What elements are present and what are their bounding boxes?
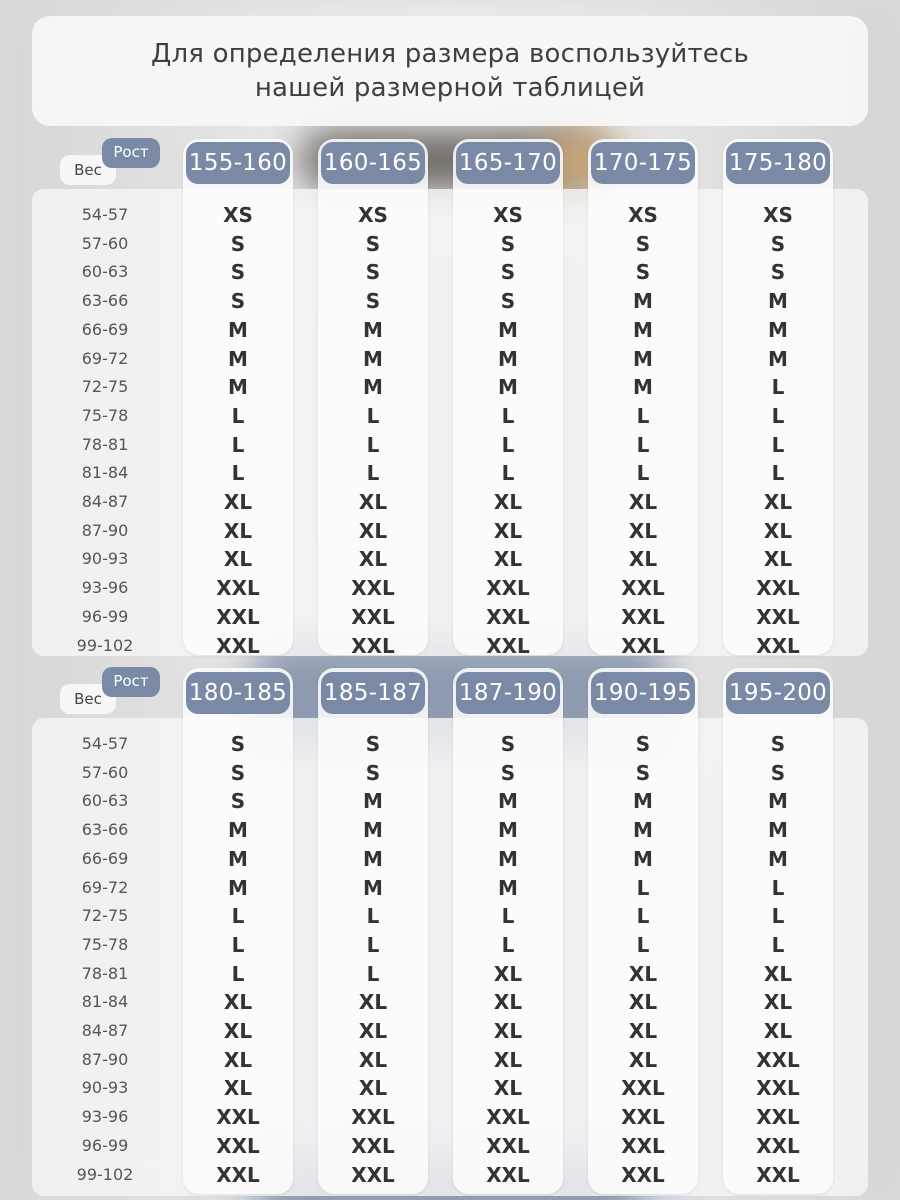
size-cell: M <box>363 789 383 814</box>
size-cell: S <box>230 789 246 814</box>
size-cell: M <box>228 875 248 900</box>
size-cell: XXL <box>621 1162 665 1187</box>
weight-range: 57-60 <box>81 762 129 782</box>
size-cell: S <box>770 760 786 785</box>
size-cell: L <box>231 904 245 929</box>
size-cell: S <box>500 760 516 785</box>
size-cell: XL <box>223 490 253 514</box>
size-cell: XXL <box>756 1162 800 1187</box>
size-cell: XXL <box>621 576 665 601</box>
size-cell: M <box>633 818 653 843</box>
size-cell: M <box>228 375 248 400</box>
size-cell: S <box>365 289 381 314</box>
weight-label: Вес <box>60 155 116 185</box>
weight-range: 87-90 <box>81 1049 129 1069</box>
size-cell: S <box>770 231 786 256</box>
size-cell: M <box>363 317 383 342</box>
size-cell: XL <box>763 518 793 543</box>
size-cell: XL <box>223 1047 253 1072</box>
size-cell: XL <box>358 1047 388 1072</box>
size-cell: S <box>500 231 516 256</box>
size-cell: L <box>636 461 650 486</box>
size-cell: XL <box>628 990 658 1015</box>
size-cell: XXL <box>351 1162 395 1187</box>
size-cell: L <box>501 904 515 929</box>
title-line-1: Для определения размера воспользуйтесь <box>150 39 750 69</box>
size-cell: L <box>231 961 245 986</box>
height-header: 160-165 <box>321 142 425 184</box>
height-header: 195-200 <box>726 672 830 714</box>
size-cell: XL <box>763 547 793 572</box>
size-cell: XL <box>493 1076 523 1101</box>
weight-range: 84-87 <box>81 492 129 511</box>
weight-range: 66-69 <box>81 848 129 868</box>
size-cell: XL <box>763 990 793 1015</box>
size-cell: M <box>498 317 518 342</box>
size-cell: S <box>500 732 516 756</box>
size-cell: M <box>633 846 653 871</box>
height-header: 187-190 <box>456 672 560 714</box>
size-cell: XXL <box>621 633 665 658</box>
size-cell: XL <box>493 518 523 543</box>
size-cell: S <box>230 732 246 756</box>
title-line-2: нашей размерной таблицей <box>254 73 646 103</box>
height-header: 165-170 <box>456 142 560 184</box>
size-cell: L <box>636 932 650 957</box>
size-cell: XL <box>223 518 253 543</box>
height-label: Рост <box>102 138 160 168</box>
size-cell: XXL <box>486 1105 530 1130</box>
size-cell: S <box>770 732 786 756</box>
size-cell: XL <box>223 1019 253 1043</box>
size-cell: XS <box>223 203 253 227</box>
size-cell: M <box>363 818 383 843</box>
size-cell: L <box>636 403 650 428</box>
size-cell: XXL <box>216 1162 260 1187</box>
weight-range: 81-84 <box>81 463 129 483</box>
size-cell: M <box>498 789 518 814</box>
size-cell: M <box>363 375 383 400</box>
size-cell: XXL <box>756 633 800 658</box>
size-cell: L <box>501 403 515 428</box>
size-cell: XXL <box>216 633 260 658</box>
height-label: Рост <box>102 667 160 697</box>
size-cell: M <box>768 846 788 871</box>
size-cell: S <box>500 260 516 285</box>
size-cell: L <box>771 875 785 900</box>
size-cell: L <box>231 403 245 428</box>
size-cell: M <box>228 818 248 843</box>
size-cell: XXL <box>621 604 665 629</box>
size-cell: M <box>633 789 653 814</box>
size-cell: L <box>366 432 380 457</box>
size-cell: S <box>365 760 381 785</box>
size-cell: XXL <box>486 604 530 629</box>
weight-range: 69-72 <box>81 348 129 368</box>
size-cell: L <box>636 432 650 457</box>
size-cell: L <box>366 961 380 986</box>
size-cell: XXL <box>486 576 530 601</box>
size-cell: XL <box>358 1019 388 1043</box>
height-header: 180-185 <box>186 672 290 714</box>
weight-range: 81-84 <box>81 992 129 1012</box>
size-cell: L <box>771 904 785 929</box>
size-cell: XL <box>358 1076 388 1101</box>
size-cell: L <box>636 875 650 900</box>
size-cell: XL <box>223 547 253 572</box>
size-cell: L <box>366 904 380 929</box>
title-box <box>32 16 868 126</box>
size-cell: XS <box>358 203 388 227</box>
size-cell: XL <box>358 490 388 514</box>
size-cell: XXL <box>351 576 395 601</box>
size-cell: XL <box>763 490 793 514</box>
size-cell: XL <box>493 490 523 514</box>
size-cell: XXL <box>756 1076 800 1101</box>
size-cell: L <box>771 432 785 457</box>
size-cell: M <box>633 317 653 342</box>
size-cell: M <box>768 289 788 314</box>
size-cell: XL <box>493 1019 523 1043</box>
size-cell: M <box>633 289 653 314</box>
size-cell: XL <box>628 547 658 572</box>
size-cell: M <box>498 375 518 400</box>
size-cell: S <box>635 760 651 785</box>
size-cell: L <box>501 432 515 457</box>
size-cell: XXL <box>756 1133 800 1158</box>
size-cell: XL <box>493 961 523 986</box>
size-cell: L <box>366 403 380 428</box>
size-cell: XL <box>493 1047 523 1072</box>
weight-range: 96-99 <box>81 606 129 626</box>
size-cell: XS <box>628 203 658 227</box>
size-cell: XS <box>763 203 793 227</box>
size-cell: XL <box>493 547 523 572</box>
size-cell: XL <box>628 961 658 986</box>
size-cell: S <box>230 231 246 256</box>
size-cell: L <box>771 932 785 957</box>
weight-range: 99-102 <box>76 635 134 655</box>
size-cell: S <box>230 760 246 785</box>
size-cell: M <box>363 875 383 900</box>
size-cell: S <box>635 732 651 756</box>
size-cell: XXL <box>486 633 530 658</box>
size-cell: M <box>633 346 653 371</box>
weight-range: 66-69 <box>81 319 129 339</box>
size-cell: XXL <box>216 1133 260 1158</box>
size-cell: XXL <box>756 604 800 629</box>
size-cell: XXL <box>486 1133 530 1158</box>
size-cell: M <box>363 346 383 371</box>
height-header: 185-187 <box>321 672 425 714</box>
weight-range: 60-63 <box>81 791 129 811</box>
size-cell: XXL <box>486 1162 530 1187</box>
weight-range: 54-57 <box>81 205 129 224</box>
size-cell: M <box>768 317 788 342</box>
weight-range: 60-63 <box>81 262 129 282</box>
size-cell: XL <box>223 990 253 1015</box>
size-cell: XXL <box>351 1105 395 1130</box>
weight-range: 69-72 <box>81 877 129 897</box>
weight-range: 90-93 <box>81 1078 129 1098</box>
size-cell: XXL <box>216 576 260 601</box>
size-cell: S <box>365 231 381 256</box>
size-cell: XXL <box>216 604 260 629</box>
size-cell: M <box>228 317 248 342</box>
size-cell: M <box>768 818 788 843</box>
weight-range: 99-102 <box>76 1164 134 1184</box>
size-cell: M <box>363 846 383 871</box>
size-cell: S <box>635 260 651 285</box>
size-cell: S <box>230 260 246 285</box>
size-cell: XXL <box>756 1047 800 1072</box>
size-cell: XL <box>493 990 523 1015</box>
size-cell: XXL <box>621 1133 665 1158</box>
size-cell: XL <box>763 1019 793 1043</box>
weight-range: 72-75 <box>81 906 129 926</box>
size-cell: XXL <box>756 1105 800 1130</box>
size-cell: M <box>768 346 788 371</box>
weight-range: 63-66 <box>81 820 129 840</box>
size-cell: XXL <box>351 604 395 629</box>
size-cell: XL <box>358 547 388 572</box>
size-cell: L <box>771 375 785 400</box>
size-cell: L <box>636 904 650 929</box>
size-cell: M <box>228 846 248 871</box>
height-header: 155-160 <box>186 142 290 184</box>
weight-range: 90-93 <box>81 549 129 569</box>
size-cell: M <box>633 375 653 400</box>
size-cell: L <box>366 461 380 486</box>
size-cell: S <box>365 260 381 285</box>
size-cell: M <box>498 818 518 843</box>
size-cell: L <box>231 432 245 457</box>
size-cell: XXL <box>621 1105 665 1130</box>
weight-range: 63-66 <box>81 291 129 311</box>
size-cell: L <box>771 461 785 486</box>
size-cell: XS <box>493 203 523 227</box>
size-cell: XXL <box>621 1076 665 1101</box>
weight-range: 87-90 <box>81 520 129 540</box>
weight-range: 93-96 <box>81 578 129 598</box>
weight-range: 54-57 <box>81 734 129 753</box>
size-cell: XXL <box>756 576 800 601</box>
weight-range: 75-78 <box>81 934 129 954</box>
size-cell: XL <box>358 518 388 543</box>
size-cell: XXL <box>351 633 395 658</box>
size-cell: XL <box>628 1047 658 1072</box>
weight-range: 96-99 <box>81 1135 129 1155</box>
weight-range: 72-75 <box>81 377 129 397</box>
size-cell: L <box>771 403 785 428</box>
size-cell: XL <box>628 518 658 543</box>
size-cell: XL <box>628 1019 658 1043</box>
size-cell: XL <box>223 1076 253 1101</box>
height-header: 190-195 <box>591 672 695 714</box>
size-cell: S <box>635 231 651 256</box>
size-cell: XXL <box>351 1133 395 1158</box>
size-cell: L <box>501 932 515 957</box>
size-cell: XL <box>358 990 388 1015</box>
height-header: 175-180 <box>726 142 830 184</box>
size-cell: M <box>498 846 518 871</box>
size-cell: L <box>231 461 245 486</box>
size-cell: XL <box>628 490 658 514</box>
weight-range: 84-87 <box>81 1021 129 1040</box>
weight-range: 78-81 <box>81 434 129 454</box>
weight-range: 57-60 <box>81 233 129 253</box>
size-cell: S <box>230 289 246 314</box>
size-cell: L <box>501 461 515 486</box>
weight-range: 75-78 <box>81 405 129 425</box>
size-cell: XL <box>763 961 793 986</box>
size-cell: XXL <box>216 1105 260 1130</box>
size-cell: L <box>231 932 245 957</box>
height-header: 170-175 <box>591 142 695 184</box>
size-cell: L <box>366 932 380 957</box>
size-cell: S <box>500 289 516 314</box>
weight-range: 93-96 <box>81 1107 129 1127</box>
weight-range: 78-81 <box>81 963 129 983</box>
size-cell: M <box>228 346 248 371</box>
size-cell: S <box>770 260 786 285</box>
size-cell: M <box>498 346 518 371</box>
size-cell: M <box>768 789 788 814</box>
size-cell: S <box>365 732 381 756</box>
size-cell: M <box>498 875 518 900</box>
weight-label: Вес <box>60 684 116 714</box>
